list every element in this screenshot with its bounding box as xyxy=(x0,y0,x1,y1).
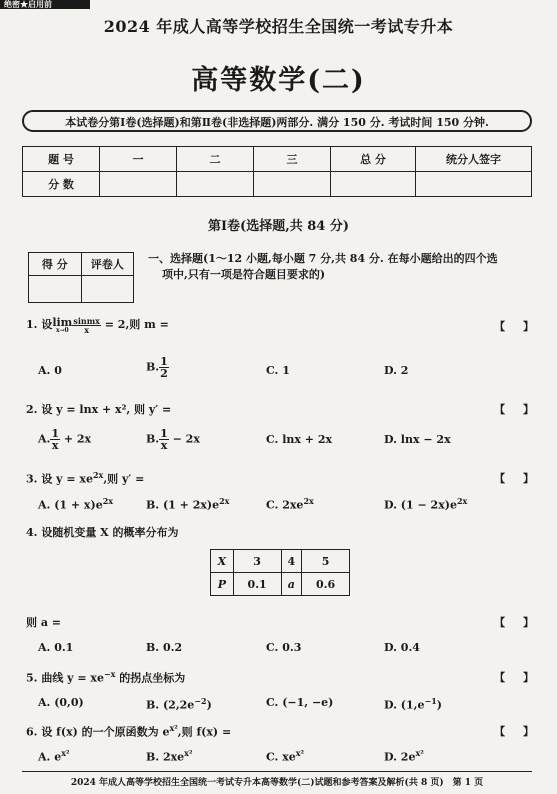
probability-row-x xyxy=(211,550,350,573)
q1-option-c[interactable]: C. 1 xyxy=(266,364,290,377)
score-cell-blank[interactable] xyxy=(416,172,532,197)
question-4: 4. 设随机变量 X 的概率分布为 xyxy=(26,526,179,539)
q4-option-a[interactable]: A. 0.1 xyxy=(38,641,74,654)
instructions-line: 项中,只有一项是符合题目要求的) xyxy=(162,268,326,281)
score-cell: 统分人签字 xyxy=(416,147,532,172)
question-6: 6. 设 f(x) 的一个原函数为 $e^{x^2}$,则 f(x) = xyxy=(26,723,232,739)
q1-option-d[interactable]: D. 2 xyxy=(384,364,409,377)
q1-option-b[interactable]: B. $\frac{1}{2}$ xyxy=(146,355,168,380)
score-cell: 总 分 xyxy=(331,147,416,172)
grader-score-label: 得 分 xyxy=(29,253,82,276)
dist-cell: X xyxy=(211,550,234,573)
q3-option-c[interactable]: C. $2xe^{2x}$ xyxy=(266,496,314,512)
question-2: 2. 设 y = lnx + x², 则 y′ = xyxy=(26,403,172,416)
q2-option-b[interactable]: B. $\frac{1}{x}$ − 2x xyxy=(146,427,200,452)
q6-option-a[interactable]: A. $e^{x^2}$ xyxy=(38,748,70,764)
q2-option-a[interactable]: A. $\frac{1}{x}$ + 2x xyxy=(38,427,92,452)
limit-expression: lim x→0 xyxy=(52,315,73,334)
score-cell-blank[interactable] xyxy=(100,172,177,197)
score-cell: 题 号 xyxy=(23,147,100,172)
instructions-line: 一、选择题(1～12 小题,每小题 7 分,共 84 分. 在每小题给出的四个选 xyxy=(148,252,498,265)
answer-bracket[interactable]: 【 】 xyxy=(494,403,535,416)
q6-option-c[interactable]: C. $xe^{x^2}$ xyxy=(266,748,305,764)
footer-divider xyxy=(22,771,532,772)
q2-option-d[interactable]: D. lnx − 2x xyxy=(384,433,451,446)
answer-bracket[interactable]: 【 】 xyxy=(494,725,535,738)
fraction: $\frac{\text{sinmx}}{x}$ xyxy=(73,315,100,335)
q1-option-a[interactable]: A. 0 xyxy=(38,364,62,377)
score-cell: 分 数 xyxy=(23,172,100,197)
page-footer: 2024 年成人高等学校招生全国统一考试专升本高等数学(二)试题和参考答案及解析(共 8 页) 第 1 页 xyxy=(70,778,484,788)
score-table xyxy=(22,146,532,197)
q4-option-b[interactable]: B. 0.2 xyxy=(146,641,183,654)
dist-cell: P xyxy=(211,573,234,596)
exam-title: 2024 年成人高等学校招生全国统一考试专升本 xyxy=(103,17,454,36)
top-note: 绝密★启用前 xyxy=(0,0,90,9)
exam-notice: 本试卷分第Ⅰ卷(选择题)和第Ⅱ卷(非选择题)两部分. 满分 150 分. 考试时间 150 分钟. xyxy=(22,110,532,132)
dist-cell: 3 xyxy=(233,550,281,573)
dist-cell: 0.1 xyxy=(233,573,281,596)
q4-option-d[interactable]: D. 0.4 xyxy=(384,641,420,654)
score-cell-blank[interactable] xyxy=(177,172,254,197)
question-4-prompt: 则 a = xyxy=(26,616,62,629)
score-cell-blank[interactable] xyxy=(331,172,416,197)
dist-cell: a xyxy=(281,573,302,596)
q3-option-d[interactable]: D. $(1 - 2x)e^{2x}$ xyxy=(384,496,468,512)
dist-cell: 0.6 xyxy=(302,573,350,596)
probability-table xyxy=(210,549,350,596)
q5-option-b[interactable]: B. $(2,2e^{-2})$ xyxy=(146,696,212,712)
grader-name-label: 评卷人 xyxy=(81,253,134,276)
dist-cell: 5 xyxy=(302,550,350,573)
score-cell: 二 xyxy=(177,147,254,172)
q3-option-b[interactable]: B. $(1 + 2x)e^{2x}$ xyxy=(146,496,230,512)
score-cell-blank[interactable] xyxy=(254,172,331,197)
dist-cell: 4 xyxy=(281,550,302,573)
q3-option-a[interactable]: A. $(1 + x)e^{2x}$ xyxy=(38,496,114,512)
probability-row-p xyxy=(211,573,350,596)
score-table-value-row xyxy=(23,172,532,197)
q5-option-d[interactable]: D. $(1,e^{-1})$ xyxy=(384,696,442,712)
grader-score-blank[interactable] xyxy=(29,276,82,303)
q4-option-c[interactable]: C. 0.3 xyxy=(266,641,302,654)
q5-option-c[interactable]: C. (−1, −e) xyxy=(266,696,334,709)
question-5: 5. 曲线 $y = xe^{-x}$ 的拐点坐标为 xyxy=(26,669,186,685)
q6-option-d[interactable]: D. $2e^{x^2}$ xyxy=(384,748,424,764)
score-cell: 一 xyxy=(100,147,177,172)
section1-title: 第Ⅰ卷(选择题,共 84 分) xyxy=(207,219,350,234)
question-1: 1. 设lim x→0 $\frac{\text{sinmx}}{x}$ = 2,则 m = xyxy=(26,315,169,335)
question-3: 3. 设 $y = xe^{2x}$,则 y′ = xyxy=(26,470,145,486)
q2-option-c[interactable]: C. lnx + 2x xyxy=(266,433,333,446)
q6-option-b[interactable]: B. $2xe^{x^2}$ xyxy=(146,748,193,764)
score-cell: 三 xyxy=(254,147,331,172)
grader-name-blank[interactable] xyxy=(81,276,134,303)
grader-box xyxy=(28,252,134,303)
answer-bracket[interactable]: 【 】 xyxy=(494,671,535,684)
section1-instructions xyxy=(148,251,538,283)
q5-option-a[interactable]: A. (0,0) xyxy=(38,696,84,709)
answer-bracket[interactable]: 【 】 xyxy=(494,320,535,333)
score-table-header-row xyxy=(23,147,532,172)
subject-title: 高等数学(二) xyxy=(191,65,366,96)
answer-bracket[interactable]: 【 】 xyxy=(494,616,535,629)
answer-bracket[interactable]: 【 】 xyxy=(494,472,535,485)
